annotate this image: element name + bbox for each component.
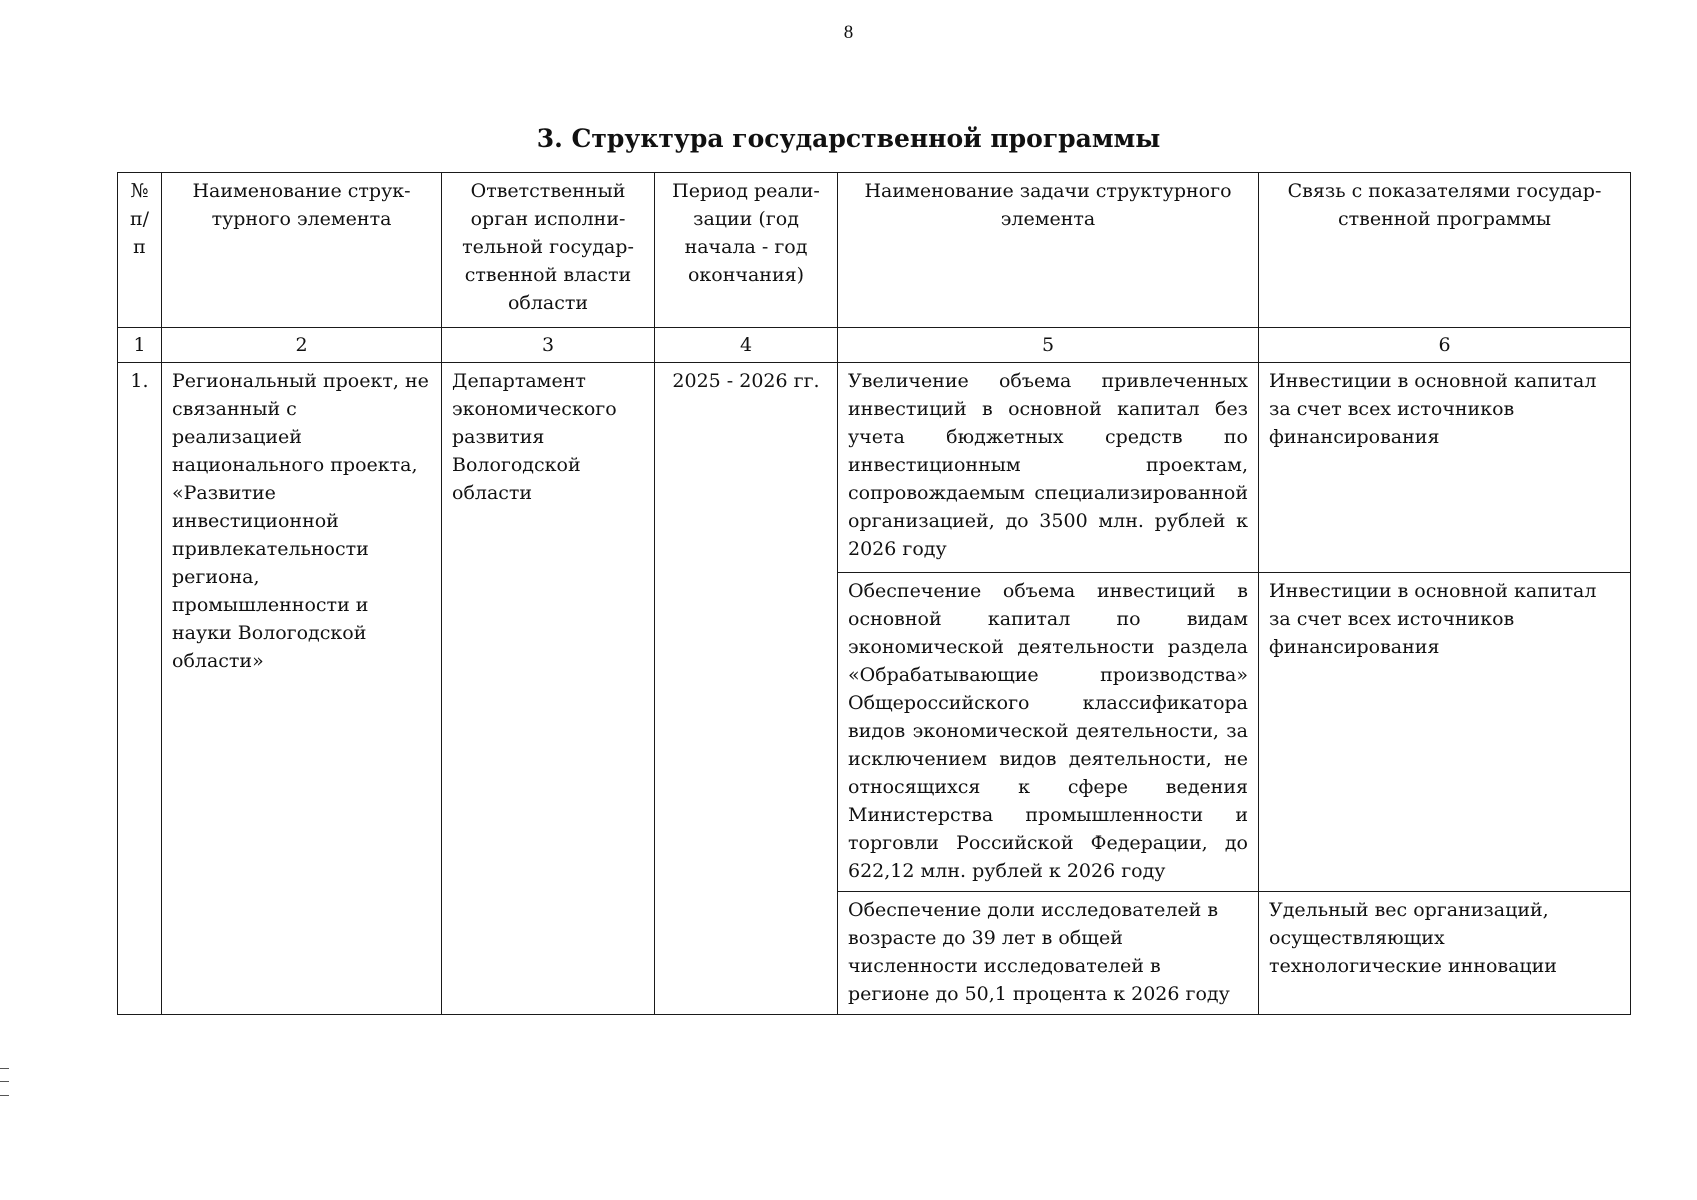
indicator-link: Инвестиции в основной капитал за счет всех источников финансирования: [1259, 363, 1631, 573]
page-number: 8: [843, 22, 854, 43]
indicator-link: Удельный вес организаций, осуществляющих технологические инновации: [1259, 892, 1631, 1015]
task-text: Обеспечение доли исследователей в возрасте до 39 лет в общей численности исследователей в регионе до 50,1 процента к 2026 году: [838, 892, 1259, 1015]
header-number: № п/п: [118, 173, 162, 328]
program-structure-table: [117, 172, 1631, 1015]
header-period: Период реали-зации (год начала - год окончания): [655, 173, 838, 328]
column-number-row: [118, 328, 1631, 363]
table-header-row: [118, 173, 1631, 328]
table-row: [118, 363, 1631, 573]
header-element-name: Наименование струк-турного элемента: [162, 173, 442, 328]
header-indicator: Связь с показателями государ-ственной программы: [1259, 173, 1631, 328]
indicator-link: Инвестиции в основной капитал за счет всех источников финансирования: [1259, 573, 1631, 892]
column-number: 2: [162, 328, 442, 363]
task-text: Обеспечение объема инвестиций в основной капитал по видам экономической деятельности раздела «Обрабатывающие производства» Общероссийского классификатора видов экономической деятельности, за исключением видов деятельности, не относящихся к сфере ведения Министерства промышленности и торговли Российской Федерации, до 622,12 млн. рублей к 2026 году: [838, 573, 1259, 892]
row-number: 1.: [118, 363, 162, 1015]
structural-element-name: Региональный проект, не связанный с реализацией национального проекта, «Развитие инвестиционной привлекательности региона, промышленности и науки Вологодской области»: [162, 363, 442, 1015]
page-title: 3. Структура государственной программы: [536, 124, 1161, 153]
responsible-body: Департамент экономического развития Вологодской области: [442, 363, 655, 1015]
implementation-period: 2025 - 2026 гг.: [655, 363, 838, 1015]
header-task: Наименование задачи структурного элемента: [838, 173, 1259, 328]
column-number: 6: [1259, 328, 1631, 363]
task-text: Увеличение объема привлеченных инвестиций в основной капитал без учета бюджетных средств по инвестиционным проектам, сопровождаемым специализированной организацией, до 3500 млн. рублей к 2026 году: [838, 363, 1259, 573]
binding-edge-mark: [0, 1068, 9, 1096]
column-number: 5: [838, 328, 1259, 363]
column-number: 3: [442, 328, 655, 363]
column-number: 4: [655, 328, 838, 363]
header-responsible: Ответственный орган исполни-тельной государ-ственной власти области: [442, 173, 655, 328]
column-number: 1: [118, 328, 162, 363]
